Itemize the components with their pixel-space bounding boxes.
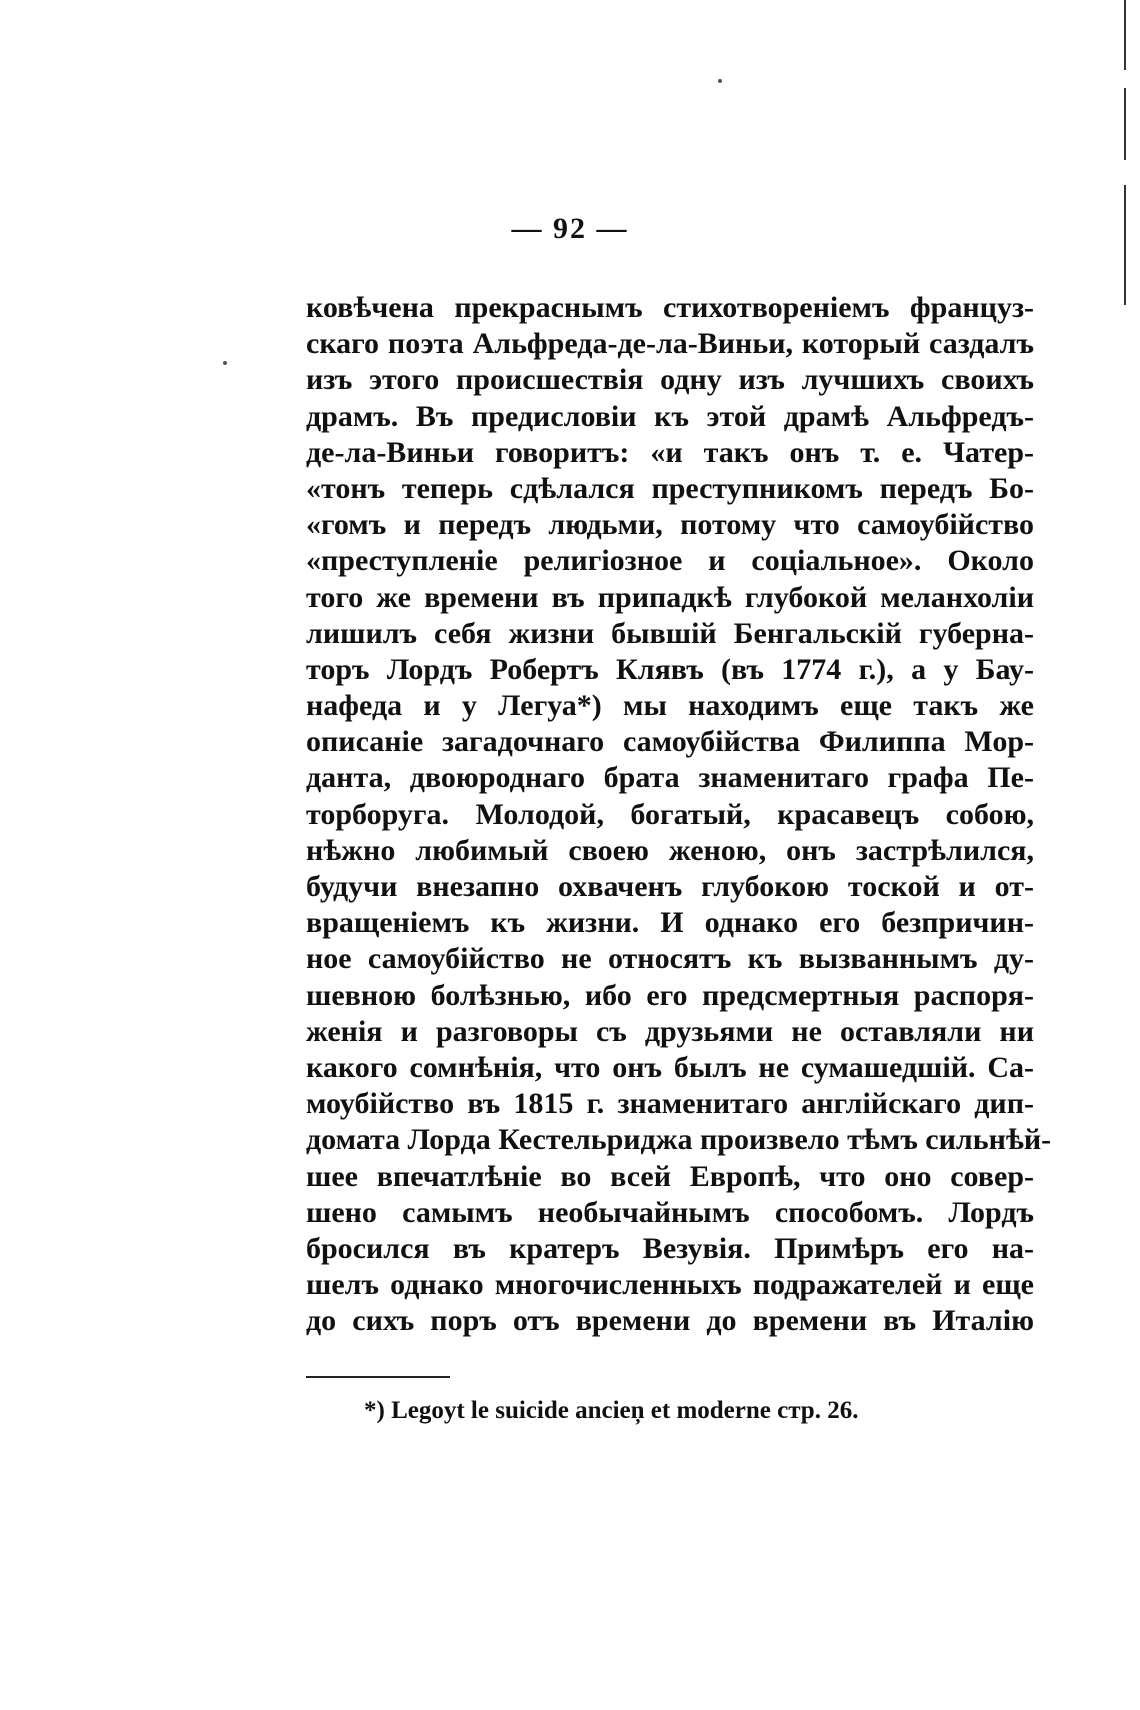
text-line: шевною болѣзнью, ибо его предсмертныя распоря- xyxy=(306,978,1034,1012)
page-number-header: — 92 — xyxy=(511,212,629,245)
text-line: будучи внезапно охваченъ глубокою тоской и от- xyxy=(306,870,1034,903)
scan-speck-2 xyxy=(223,361,227,365)
text-line: домата Лорда Кестельриджа произвело тѣмъ сильнѣй- xyxy=(306,1123,1052,1157)
scan-edge-rule-middle xyxy=(1124,88,1126,160)
text-line: «тонъ теперь сдѣлался преступникомъ передъ Бо- xyxy=(306,471,1034,505)
text-line: «гомъ и передъ людьми, потому что самоубійство xyxy=(306,508,1034,542)
text-line: изъ этого происшествія одну изъ лучшихъ своихъ xyxy=(306,363,1034,397)
text-line: данта, двоюроднаго брата знаменитаго графа Пе- xyxy=(306,761,1034,795)
text-line: бросился въ кратеръ Везувія. Примѣръ его на- xyxy=(306,1231,1034,1265)
text-line: шелъ однако многочисленныхъ подражателей и еще xyxy=(306,1268,1034,1302)
body-text xyxy=(306,290,1052,1339)
text-line: какого сомнѣнія, что онъ былъ не сумашедшій. Са- xyxy=(306,1050,1034,1084)
text-line: драмъ. Въ предисловіи къ этой драмѣ Альфредъ- xyxy=(306,399,1034,433)
text-line: нафеда и у Легуа*) мы находимъ еще такъ же xyxy=(306,689,1034,723)
footnote-divider xyxy=(306,1376,450,1378)
text-line: торборуга. Молодой, богатый, красавецъ собою, xyxy=(306,797,1034,831)
text-line: ное самоубійство не относятъ къ вызваннымъ ду- xyxy=(306,942,1034,976)
text-line: скаго поэта Альфреда-де-ла-Виньи, который саздалъ xyxy=(306,327,1034,361)
scan-speck-1 xyxy=(718,79,722,83)
text-line: описаніе загадочнаго самоубійства Филиппа Мор- xyxy=(306,725,1034,759)
footnote: *) Legoyt le suicide ancieņ et moderne стр. 26. xyxy=(364,1397,859,1424)
scan-edge-rule-top xyxy=(1124,0,1126,70)
text-line: лишилъ себя жизни бывшій Бенгальскій губерна- xyxy=(306,616,1034,650)
text-line: нѣжно любимый своею женою, онъ застрѣлился, xyxy=(306,833,1034,867)
text-line: шее впечатлѣніе во всей Европѣ, что оно совер- xyxy=(306,1159,1034,1193)
text-line: ковѣчена прекраснымъ стихотвореніемъ француз- xyxy=(306,291,1034,324)
text-line: вращеніемъ къ жизни. И однако его безпричин- xyxy=(306,906,1034,940)
text-line: до сихъ поръ отъ времени до времени въ Италію xyxy=(306,1304,1034,1338)
text-line: торъ Лордъ Робертъ Клявъ (въ 1774 г.), а у Бау- xyxy=(306,652,1034,686)
text-line: моубійство въ 1815 г. знаменитаго англійскаго дип- xyxy=(306,1087,1034,1121)
text-line: де-ла-Виньи говоритъ: «и такъ онъ т. е. Чатер- xyxy=(306,435,1034,469)
text-line: шено самымъ необычайнымъ способомъ. Лордъ xyxy=(306,1195,1034,1229)
text-line: «преступленіе религіозное и соціальное». Около xyxy=(306,544,1034,578)
text-line: того же времени въ припадкѣ глубокой меланхоліи xyxy=(306,580,1034,614)
text-line: женія и разговоры съ друзьями не оставляли ни xyxy=(306,1014,1034,1048)
